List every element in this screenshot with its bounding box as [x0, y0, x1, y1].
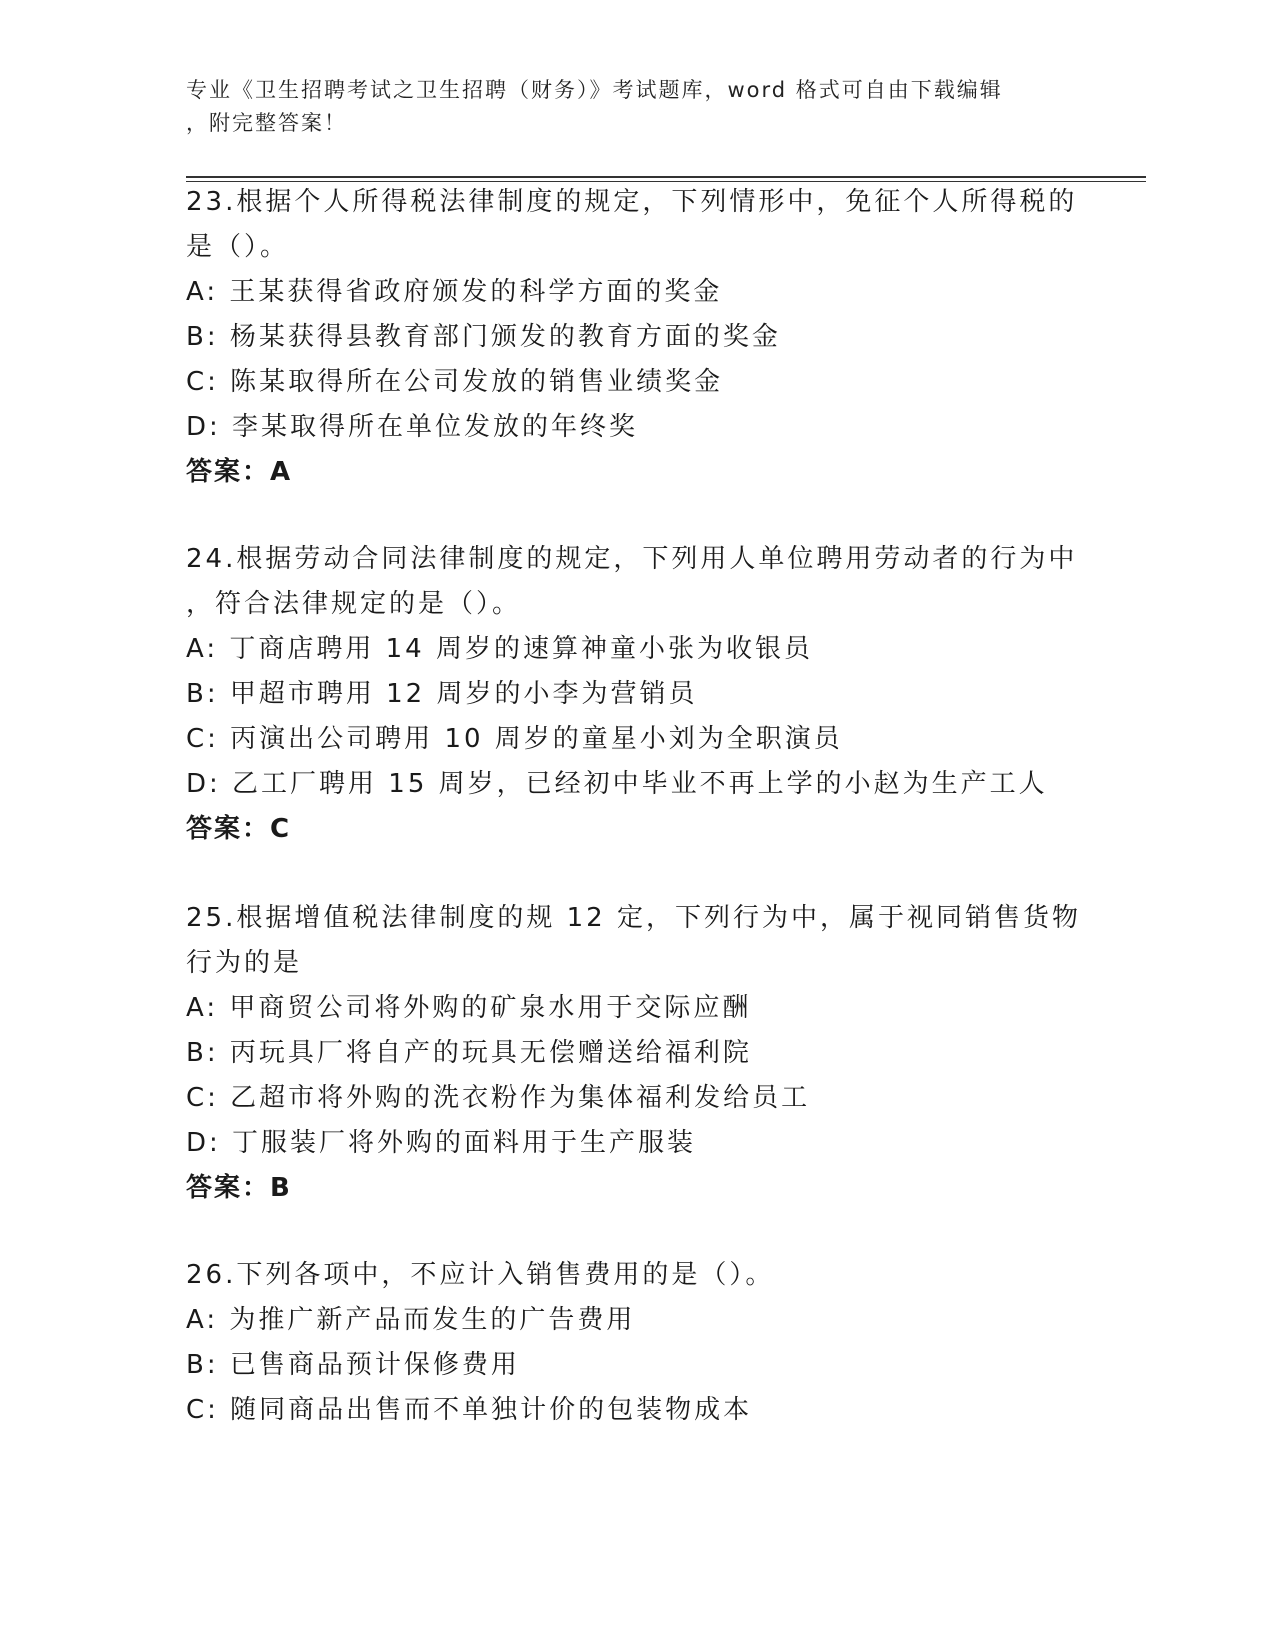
question-23: [186, 180, 1086, 495]
option-c: C: 丙演出公司聘用 10 周岁的童星小刘为全职演员: [186, 724, 843, 754]
question-stem: 24.根据劳动合同法律制度的规定，下列用人单位聘用劳动者的行为中: [186, 544, 1078, 574]
question-stem: 23.根据个人所得税法律制度的规定，下列情形中，免征个人所得税的: [186, 187, 1078, 217]
question-stem: 25.根据增值税法律制度的规 12 定，下列行为中，属于视同销售货物: [186, 903, 1081, 933]
option-a: A: 为推广新产品而发生的广告费用: [186, 1305, 636, 1335]
option-b: B: 杨某获得县教育部门颁发的教育方面的奖金: [186, 322, 781, 352]
header-rule-thick: [186, 176, 1146, 178]
option-a: A: 甲商贸公司将外购的矿泉水用于交际应酬: [186, 993, 752, 1023]
option-c: C: 乙超市将外购的洗衣粉作为集体福利发给员工: [186, 1083, 811, 1113]
option-d: D: 丁服装厂将外购的面料用于生产服装: [186, 1128, 697, 1158]
question-stem-continued: 是（）。: [186, 232, 290, 262]
option-b: B: 已售商品预计保修费用: [186, 1350, 520, 1380]
option-c: C: 随同商品出售而不单独计价的包装物成本: [186, 1395, 753, 1425]
answer: 答案：A: [186, 457, 293, 487]
question-26: [186, 1253, 1086, 1433]
header-line-1: 专业《卫生招聘考试之卫生招聘（财务）》考试题库，word 格式可自由下载编辑: [186, 78, 1003, 102]
question-stem: 26.下列各项中，不应计入销售费用的是（）。: [186, 1260, 775, 1290]
option-b: B: 丙玩具厂将自产的玩具无偿赠送给福利院: [186, 1038, 752, 1068]
answer: 答案：C: [186, 814, 292, 844]
question-25: [186, 896, 1086, 1211]
question-stem-continued: ，符合法律规定的是（）。: [186, 589, 522, 619]
option-c: C: 陈某取得所在公司发放的销售业绩奖金: [186, 367, 724, 397]
document-header: [186, 74, 1086, 140]
option-d: D: 乙工厂聘用 15 周岁，已经初中毕业不再上学的小赵为生产工人: [186, 769, 1048, 799]
question-24: [186, 537, 1086, 852]
question-stem-continued: 行为的是: [186, 948, 303, 978]
option-d: D: 李某取得所在单位发放的年终奖: [186, 412, 639, 442]
option-a: A: 王某获得省政府颁发的科学方面的奖金: [186, 277, 723, 307]
option-a: A: 丁商店聘用 14 周岁的速算神童小张为收银员: [186, 634, 813, 664]
header-line-2: ，附完整答案！: [186, 111, 347, 135]
answer: 答案：B: [186, 1173, 292, 1203]
option-b: B: 甲超市聘用 12 周岁的小李为营销员: [186, 679, 698, 709]
